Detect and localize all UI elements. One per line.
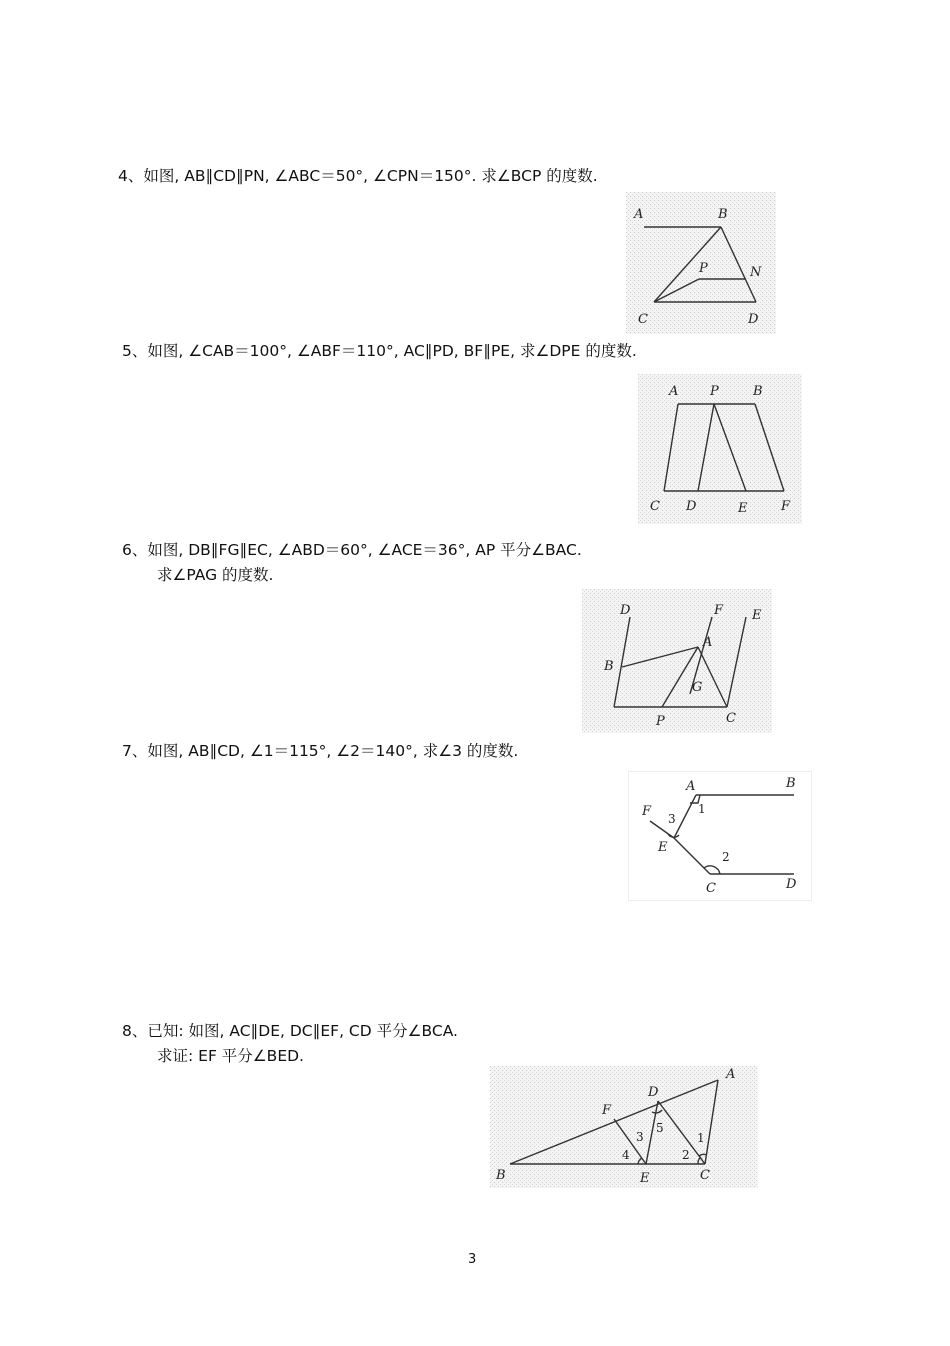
label-A: A: [669, 384, 679, 399]
label-C: C: [700, 1168, 710, 1183]
label-G: G: [692, 680, 703, 695]
label-D: D: [686, 499, 697, 514]
figure-problem-8: [490, 1066, 758, 1188]
problem-5-text: [122, 340, 637, 362]
label-E: E: [658, 840, 668, 855]
label-B: B: [496, 1168, 506, 1183]
problem-8-text-line2: 求证: EF 平分∠BED.: [157, 1047, 304, 1065]
problem-4-text: [118, 165, 598, 187]
problem-line: 已知: 如图, AC∥DE, DC∥EF, CD 平分∠BCA.: [147, 1022, 458, 1040]
label-B: B: [604, 659, 614, 674]
figure-problem-6: [582, 589, 772, 733]
label-F: F: [602, 1103, 612, 1118]
label-A: A: [686, 779, 696, 794]
label-D: D: [648, 1085, 659, 1100]
label-F: F: [714, 603, 724, 618]
problem-8-text: [122, 1020, 458, 1042]
label-D: D: [620, 603, 631, 618]
label-A: A: [726, 1067, 736, 1082]
angle-label-2: 2: [682, 1148, 690, 1162]
label-B: B: [753, 384, 763, 399]
angle-label-3: 3: [668, 812, 676, 826]
problem-line: 如图, AB∥CD∥PN, ∠ABC＝50°, ∠CPN＝150°. 求∠BCP 的度数.: [143, 167, 598, 185]
label-E: E: [640, 1171, 650, 1186]
label-B: B: [786, 776, 796, 791]
problem-number: 8、: [122, 1022, 148, 1040]
figure-problem-5: [638, 374, 802, 524]
problem-6-text: [122, 539, 582, 561]
angle-label-2: 2: [722, 850, 730, 864]
angle-label-4: 4: [622, 1148, 630, 1162]
problem-7-text: [122, 740, 518, 762]
figure-problem-7: [628, 771, 812, 901]
label-A: A: [703, 635, 713, 650]
label-E: E: [752, 608, 762, 623]
problem-number: 6、: [122, 541, 148, 559]
label-P: P: [710, 384, 719, 399]
label-D: D: [748, 312, 759, 327]
label-E: E: [738, 501, 748, 516]
angle-label-3: 3: [636, 1130, 644, 1144]
angle-label-5: 5: [656, 1121, 664, 1135]
problem-number: 7、: [122, 742, 148, 760]
problem-line: 如图, ∠CAB＝100°, ∠ABF＝110°, AC∥PD, BF∥PE, 求∠DPE 的度数.: [147, 342, 637, 360]
problem-number: 4、: [118, 167, 144, 185]
figure-problem-4: [626, 192, 776, 334]
label-P: P: [656, 714, 665, 729]
label-N: N: [750, 265, 762, 280]
angle-label-1: 1: [697, 1131, 705, 1145]
label-A: A: [634, 207, 644, 222]
angle-label-1: 1: [698, 802, 706, 816]
problem-6-text-line2: 求∠PAG 的度数.: [157, 566, 274, 584]
label-C: C: [706, 881, 716, 896]
label-F: F: [781, 499, 791, 514]
problem-number: 5、: [122, 342, 148, 360]
label-C: C: [726, 711, 736, 726]
problem-line: 如图, DB∥FG∥EC, ∠ABD＝60°, ∠ACE＝36°, AP 平分∠BAC.: [147, 541, 582, 559]
label-P: P: [699, 261, 708, 276]
label-F: F: [642, 804, 652, 819]
page-number: 3: [468, 1252, 477, 1267]
label-B: B: [718, 207, 728, 222]
problem-line: 如图, AB∥CD, ∠1＝115°, ∠2＝140°, 求∠3 的度数.: [147, 742, 519, 760]
label-C: C: [650, 499, 660, 514]
label-C: C: [638, 312, 648, 327]
label-D: D: [786, 877, 797, 892]
